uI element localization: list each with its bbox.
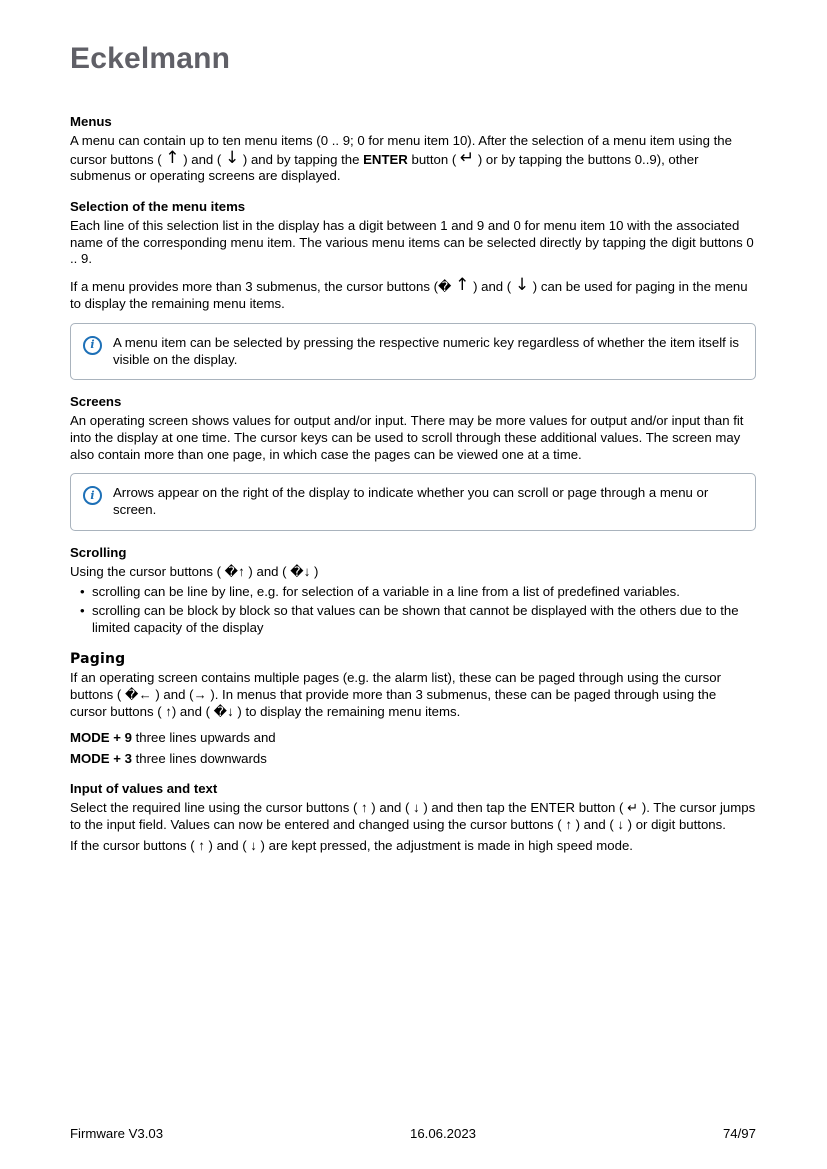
mode-line: [70, 730, 756, 747]
paragraph-menus: [70, 133, 756, 185]
text-run: If a menu provides more than 3 submenus, the cursor buttons (�: [70, 279, 456, 295]
paragraph-input-2: If the cursor buttons ( ↑ ) and ( ↓ ) are kept pressed, the adjustment is made in high speed mode.: [70, 837, 633, 853]
section-heading-menus: Menus: [70, 114, 112, 130]
paragraph-input-1: Select the required line using the cursor buttons ( ↑ ) and ( ↓ ) and then tap the ENTER button ( ↵ ). The cursor jumps to the input field. Values can now be entered and changed using the cursor buttons ( ↑ ) and ( ↓ ) or digit buttons.: [70, 800, 756, 832]
text-run: ) can be used for paging in the menu to display the remaining menu items.: [70, 279, 748, 311]
info-note-text: Arrows appear on the right of the display to indicate whether you can scroll or page through a menu or screen.: [113, 485, 709, 518]
paragraph-screens: An operating screen shows values for output and/or input. There may be more values for output and/or input than fit into the display at one time. The cursor keys can be used to scroll through these additional values. The screen may also contain more than one page, in which case the pages can be viewed one at a time.: [70, 413, 744, 462]
info-note-box: [70, 473, 756, 531]
list-item: • scrolling can be block by block so that values can be shown that cannot be displayed with the others due to the limited capacity of the display: [92, 603, 756, 637]
footer-date: 16.06.2023: [410, 1126, 477, 1142]
paragraph-scrolling: Using the cursor buttons ( �↑ ) and ( �↓ ): [70, 563, 319, 579]
info-note-box: [70, 323, 756, 381]
section-heading-screens: Screens: [70, 394, 122, 410]
section-heading-scrolling: Scrolling: [70, 544, 127, 560]
arrow-up-glyph: ↑: [455, 275, 470, 296]
list-item: • scrolling can be line by line, e.g. for selection of a variable in a line from a list of predefined variables.: [92, 584, 756, 601]
text-run: ) or by tapping the buttons 0..9), other submenus or operating screens are displayed.: [70, 151, 699, 184]
enter-key-label: ENTER: [363, 151, 408, 167]
paragraph-selection-2: [70, 277, 756, 313]
paragraph-selection-1: Each line of this selection list in the display has a digit between 1 and 9 and 0 for menu item 10 with the associated name of the corresponding menu item. The various menu items can be selected directly by tapping the digit buttons 0 .. 9.: [70, 217, 754, 267]
paragraph-paging: If an operating screen contains multiple pages (e.g. the alarm list), these can be paged through using the cursor buttons ( �← ) and (→ ). In menus that provide more than 3 submenus, these can be paged through using the cursor buttons ( ↑) and ( �↓ ) to display the remaining menu items.: [70, 670, 721, 719]
text-run: ) and by tapping the: [239, 151, 364, 167]
text-run: A menu can contain up to ten menu items (0 .. 9; 0 for menu item 10). After the selection of a menu item using the cursor buttons (: [70, 132, 732, 167]
eckelmann-logo: Eckelmann: [70, 42, 231, 75]
info-icon: i: [83, 486, 102, 505]
mode-key-label: MODE + 9: [70, 729, 132, 745]
mode-line: [70, 751, 756, 768]
scrolling-bullet-list: [70, 584, 756, 636]
section-heading-paging: Paging: [70, 650, 126, 667]
footer-firmware-version: Firmware V3.03: [70, 1126, 164, 1142]
text-run: three lines upwards and: [131, 729, 276, 745]
page-footer: [70, 1126, 756, 1143]
section-heading-input: Input of values and text: [70, 781, 218, 797]
text-run: ) and (: [469, 279, 515, 295]
section-heading-selection: Selection of the menu items: [70, 199, 246, 215]
text-run: ) and (: [179, 151, 225, 167]
text-run: three lines downwards: [131, 750, 267, 766]
info-note-text: A menu item can be selected by pressing the respective numeric key regardless of whether the item itself is visible on the display.: [113, 334, 739, 367]
arrow-down-glyph: ↓: [224, 147, 240, 168]
footer-page-number: 74/97: [722, 1126, 756, 1142]
arrow-up-glyph: ↑: [165, 147, 180, 168]
info-icon: i: [83, 336, 102, 355]
enter-key-glyph: ↵: [459, 147, 475, 168]
mode-key-label: MODE + 3: [70, 750, 132, 766]
arrow-down-glyph: ↓: [514, 275, 530, 296]
text-run: button (: [407, 151, 460, 167]
